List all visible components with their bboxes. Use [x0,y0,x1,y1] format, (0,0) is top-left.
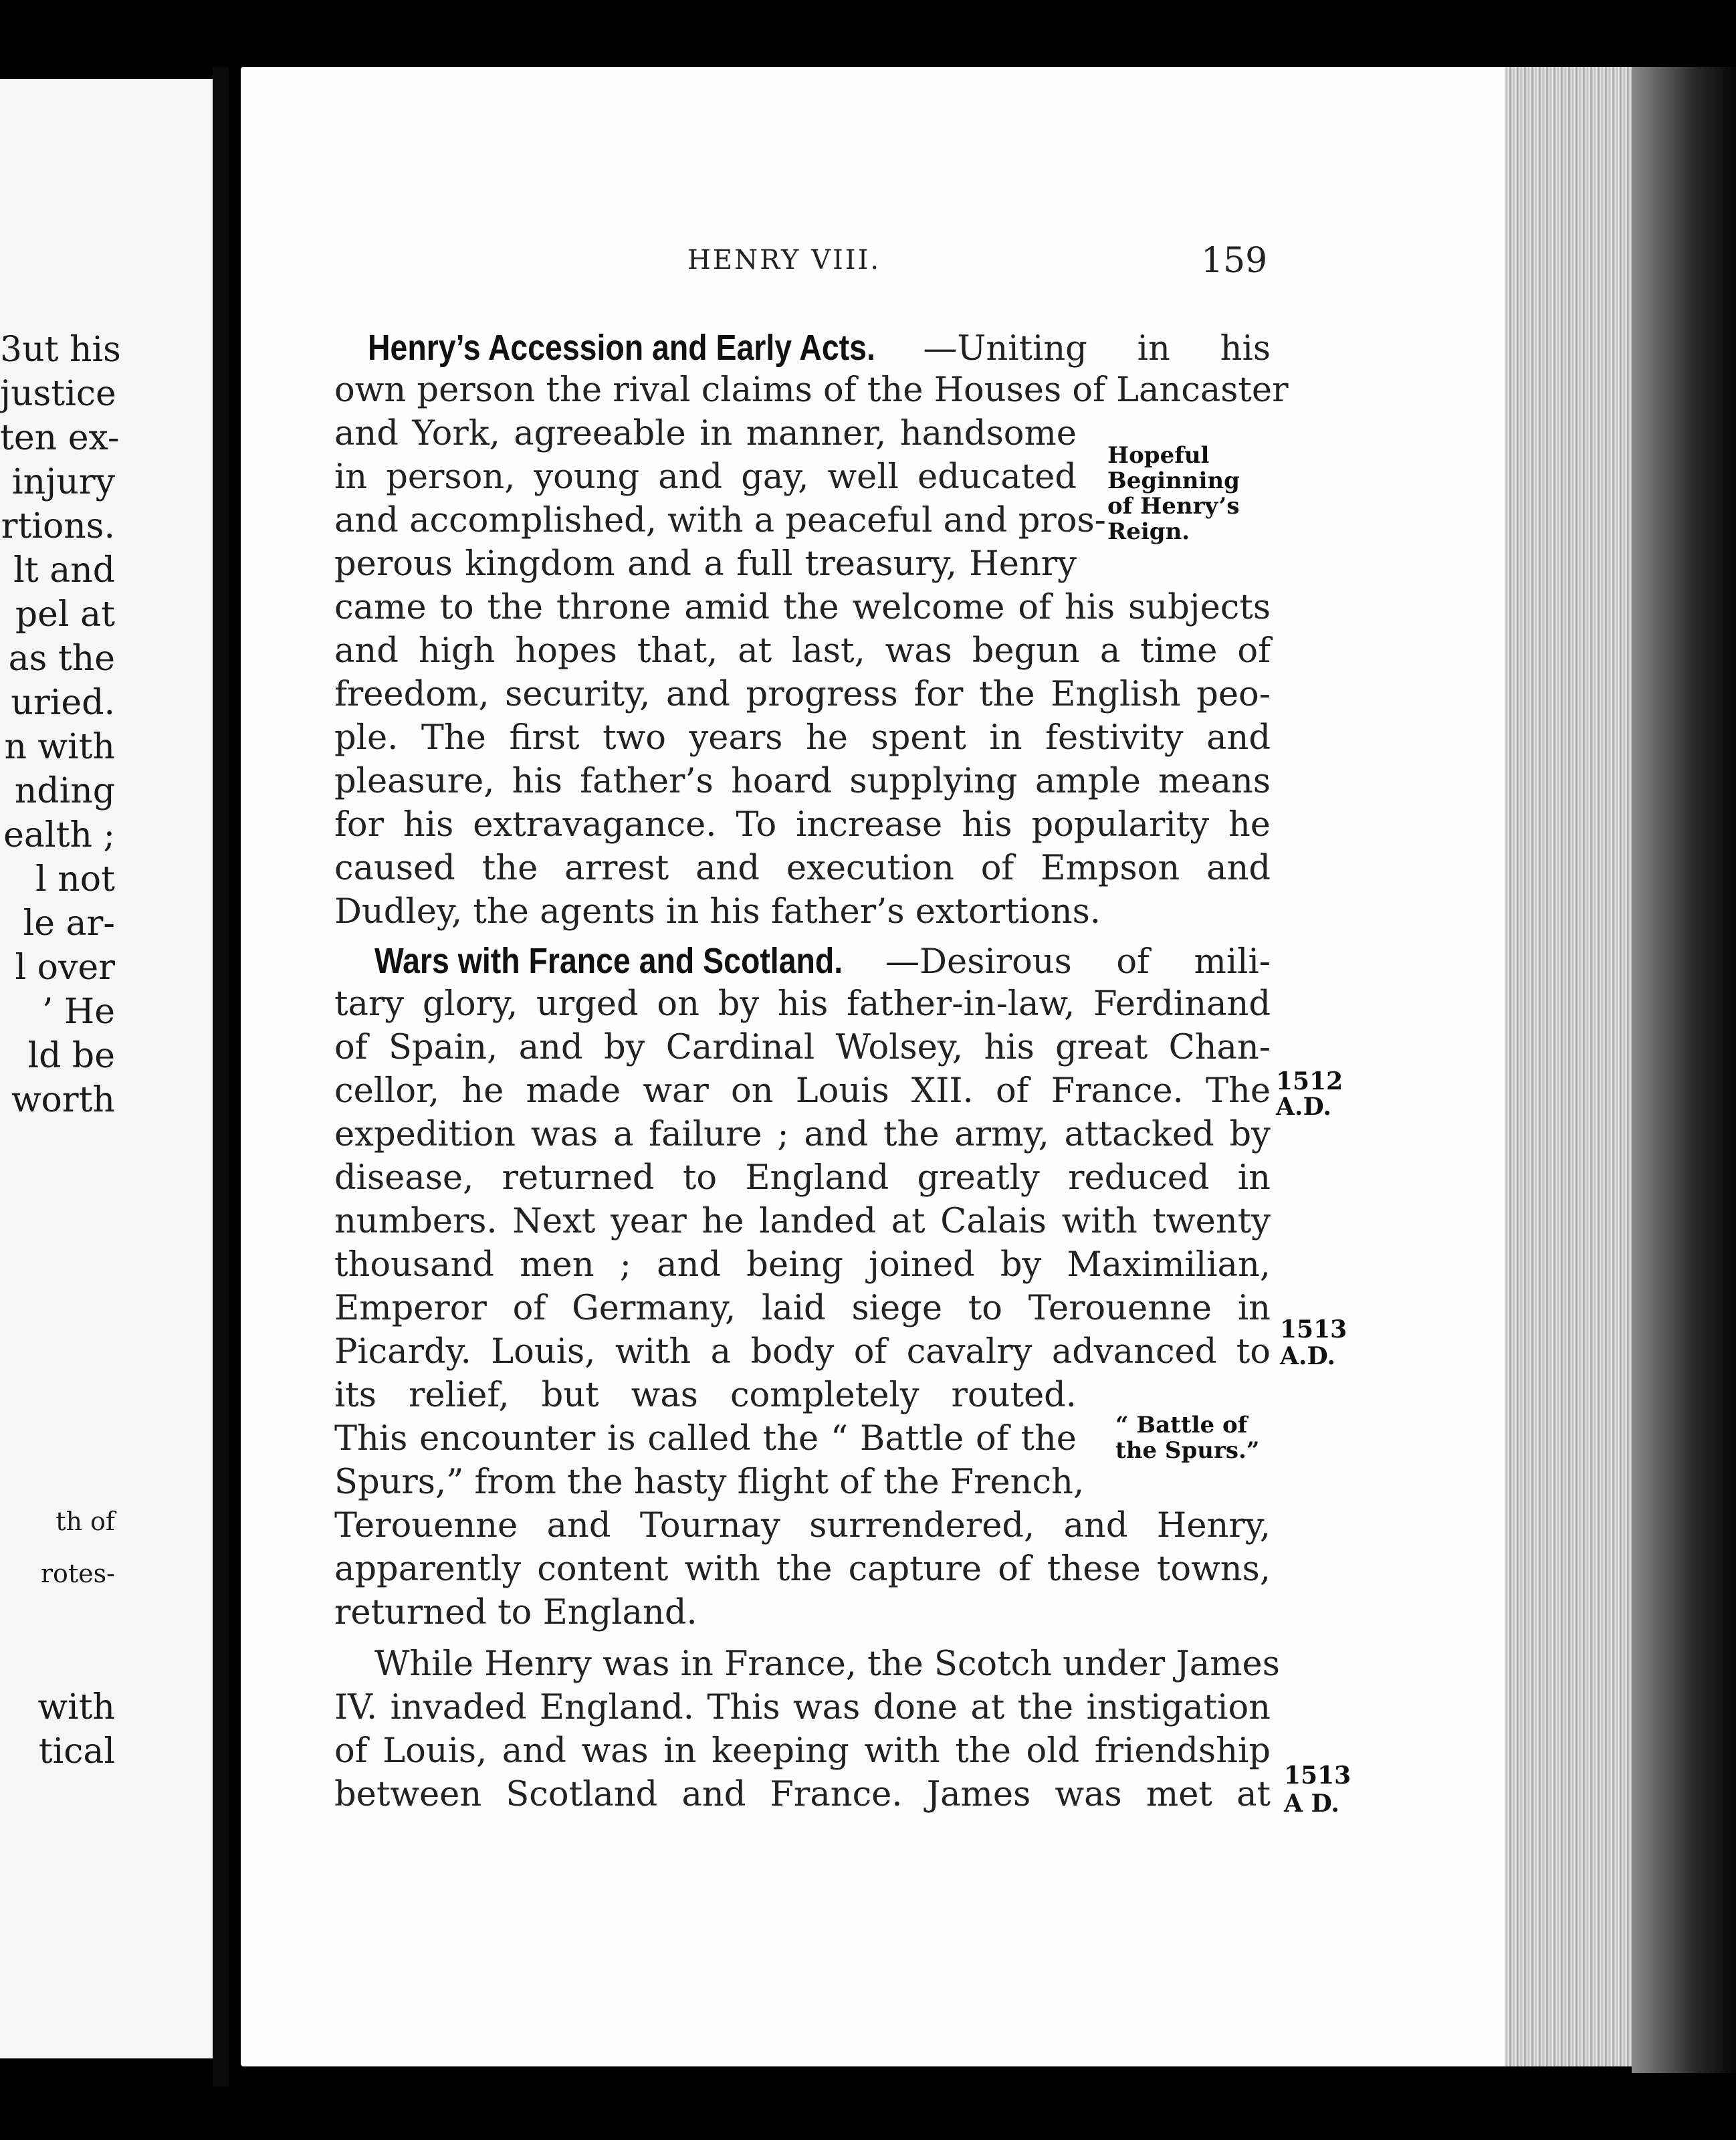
text-span: —Uniting in his [923,329,1271,368]
text-line: of Louis, and was in keeping with the old friendship [334,1731,1271,1771]
left-fragment: pel at [15,595,115,635]
sidenote-line: Reign. [1107,518,1190,545]
text-line: caused the arrest and execution of Empson and [334,849,1271,888]
left-fragment: 3ut his [0,330,121,370]
text-line: ple. The first two years he spent in festivity and [334,718,1271,758]
sidenote-battle-of-the-spurs [1115,1412,1259,1463]
left-fragment: worth [11,1080,115,1120]
text-line: IV. invaded England. This was done at the instigation [334,1688,1271,1727]
text-line: of Spain, and by Cardinal Wolsey, his great Chan- [334,1028,1271,1067]
left-page-text-bottom [0,1685,115,1774]
left-fragment: n with [4,727,115,767]
running-head: HENRY VIII. [687,245,881,276]
sidenote-line: A D. [1284,1790,1339,1818]
section-heading-line [334,939,1271,983]
left-fragment: le ar- [23,903,115,944]
text-line: Terouenne and Tournay surrendered, and Henry, [334,1506,1271,1545]
sidenote-line: A.D. [1280,1342,1335,1370]
left-fragment: uried. [11,683,115,723]
book-gutter [213,67,229,2086]
text-line: Dudley, the agents in his father’s extortions. [334,892,1101,932]
left-fragment: rtions. [1,506,115,546]
text-line: Picardy. Louis, with a body of cavalry advanced to [334,1332,1271,1372]
text-line: apparently content with the capture of these towns, [334,1549,1271,1589]
sidenote-line: of Henry’s [1107,493,1240,520]
sidenote-line: 1513 [1284,1761,1351,1790]
text-line: perous kingdom and a full treasury, Henry [334,544,1077,584]
left-fragment: with [37,1687,115,1727]
left-fragment: ld be [27,1036,115,1076]
text-line: freedom, security, and progress for the English peo- [334,675,1271,714]
left-page-text-mid [0,1495,115,1600]
text-line: and accomplished, with a peaceful and pros- [334,501,1106,540]
text-line: expedition was a failure ; and the army, attacked by [334,1115,1271,1154]
text-line: cellor, he made war on Louis XII. of France. The [334,1071,1271,1111]
page-edge-shadow [1632,67,1736,2073]
left-fragment: injury [12,462,115,502]
text-line: thousand men ; and being joined by Maximilian, [334,1245,1271,1285]
text-line: for his extravagance. To increase his popularity he [334,805,1271,845]
text-line: returned to England. [334,1593,697,1632]
text-line: tary glory, urged on by his father-in-law, Ferdinand [334,984,1271,1024]
text-span: —Desirous of mili- [885,942,1271,982]
left-fragment: l not [35,859,115,899]
section-heading: Wars with France and Scotland. [374,941,843,981]
section-heading: Henry’s Accession and Early Acts. [368,328,875,368]
left-fragment: ten ex- [0,418,120,458]
text-line: Emperor of Germany, laid siege to Terouenne in [334,1289,1271,1328]
left-page-text-top [0,328,121,1122]
left-fragment: nding [14,771,115,811]
text-line: its relief, but was completely routed. [334,1376,1077,1415]
left-fragment: ealth ; [3,815,115,855]
text-line: between Scotland and France. James was met at [334,1775,1271,1814]
text-line: pleasure, his father’s hoard supplying ample means [334,762,1271,801]
text-line: and high hopes that, at last, was begun a time of [334,631,1271,671]
left-fragment: justice [0,374,116,414]
left-fragment: l over [15,948,115,988]
text-line: numbers. Next year he landed at Calais with twenty [334,1202,1271,1241]
sidenote-line: Hopeful [1107,442,1210,469]
sidenote-line: the Spurs.” [1115,1437,1260,1464]
sidenote-hopeful [1107,443,1240,544]
left-fragment: ’ He [41,992,115,1032]
sidenote-line: 1513 [1280,1315,1347,1344]
text-line: came to the throne amid the welcome of his subjects [334,588,1271,627]
left-fragment: tical [38,1731,115,1772]
sidenote-date-1513-second [1284,1761,1351,1818]
text-line: own person the rival claims of the Houses of Lancaster [334,370,1289,410]
section-heading-line [334,326,1271,370]
left-fragment: lt and [13,550,115,591]
left-fragment: rotes- [40,1559,115,1588]
text-line: Spurs,” from the hasty flight of the French, [334,1463,1085,1502]
page-number: 159 [1201,241,1268,281]
text-line: in person, young and gay, well educated [334,457,1077,497]
left-fragment: th of [56,1507,115,1536]
text-line: While Henry was in France, the Scotch under James [374,1644,1280,1684]
left-facing-page [0,79,213,2058]
sidenote-line: Beginning [1107,467,1240,494]
text-line: This encounter is called the “ Battle of the [334,1419,1077,1459]
sidenote-line: A.D. [1276,1093,1331,1121]
text-line: disease, returned to England greatly reduced in [334,1158,1271,1198]
text-line: and York, agreeable in manner, handsome [334,414,1077,453]
sidenote-line: “ Battle of [1115,1412,1248,1438]
left-fragment: as the [8,639,115,679]
sidenote-date-1513 [1280,1316,1347,1370]
sidenote-line: 1512 [1276,1067,1343,1095]
sidenote-date-1512 [1276,1069,1343,1119]
